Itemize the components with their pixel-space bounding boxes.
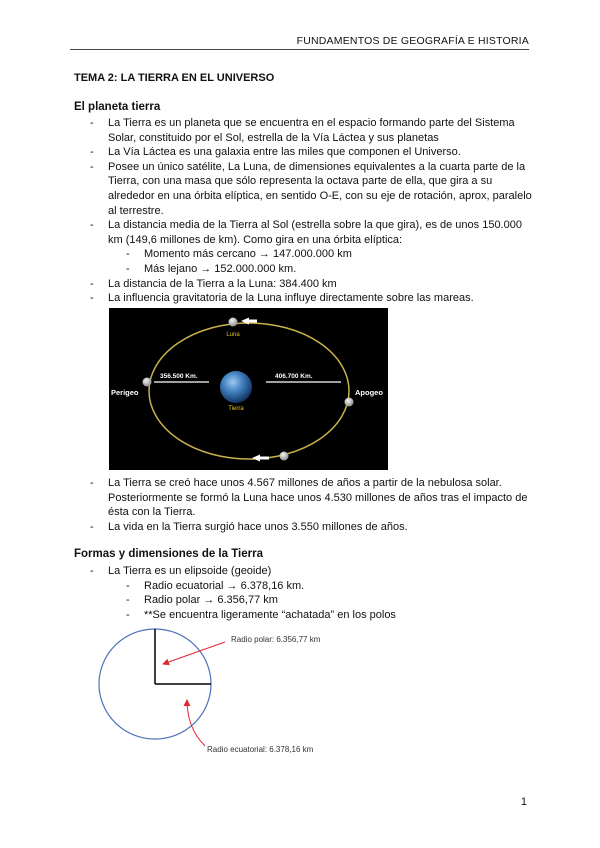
sub-list-item: - Radio polar → 6.356,77 km bbox=[74, 593, 534, 608]
moon-orbit-figure bbox=[109, 308, 388, 470]
equatorial-pointer-arrow bbox=[187, 700, 205, 746]
page-number: 1 bbox=[520, 796, 527, 808]
earth-icon bbox=[220, 371, 252, 403]
perigee-label: Perigeo bbox=[111, 388, 139, 397]
polar-radius-label: Radio polar: 6.356,77 km bbox=[231, 635, 321, 644]
page-title: TEMA 2: LA TIERRA EN EL UNIVERSO bbox=[74, 72, 275, 84]
perigee-distance: 356.500 Km. bbox=[160, 373, 198, 380]
list-item: - La Tierra se creó hace unos 4.567 millones de años a partir de la nebulosa solar. Posteriormente se formó la Luna hace unos 4.530 millones de años tras el impacto de ésta con la Tierra. bbox=[74, 476, 534, 520]
apogee-distance: 406.700 Km. bbox=[275, 373, 313, 380]
section-heading-formas: Formas y dimensiones de la Tierra bbox=[74, 548, 263, 560]
moon-label: Luna bbox=[226, 332, 240, 338]
list-item: - Posee un único satélite, La Luna, de dimensiones equivalentes a la cuarta parte de la Tierra, con una masa que sólo representa la octava parte de ella, que gira a su alrededor en una órbita elíptica, en sentido O-E, con su eje de rotación, aprox, paralelo al terrestre. bbox=[74, 160, 534, 218]
earth-radius-diagram bbox=[95, 628, 355, 753]
apogee-label: Apogeo bbox=[355, 388, 383, 397]
earth-label: Tierra bbox=[228, 406, 244, 412]
list-item: - La Vía Láctea es una galaxia entre las miles que componen el Universo. bbox=[74, 145, 534, 160]
moon-icon bbox=[345, 398, 354, 407]
list-item: - La distancia media de la Tierra al Sol (estrella sobre la que gira), es de unos 150.000 km (149,6 millones de km). Como gira en una órbita elíptica: bbox=[74, 218, 534, 247]
sub-list-item: - Más lejano → 152.000.000 km. bbox=[74, 262, 534, 277]
planeta-list bbox=[74, 116, 534, 306]
list-item: - La Tierra es un planeta que se encuentra en el espacio formando parte del Sistema Solar, constituido por el Sol, estrella de la Vía Láctea y sus planetas bbox=[74, 116, 534, 145]
moon-icon bbox=[229, 318, 238, 327]
moon-icon bbox=[280, 452, 289, 461]
sub-list-item: - Momento más cercano → 147.000.000 km bbox=[74, 247, 534, 262]
arrow-right-icon bbox=[252, 455, 269, 462]
list-item: - La influencia gravitatoria de la Luna influye directamente sobre las mareas. bbox=[74, 291, 534, 306]
sub-list-item: - **Se encuentra ligeramente “achatada” en los polos bbox=[74, 608, 534, 623]
list-item: - La Tierra es un elipsoide (geoide) bbox=[74, 564, 534, 579]
sub-list-item: - Radio ecuatorial → 6.378,16 km. bbox=[74, 579, 534, 594]
earth-shape-figure bbox=[95, 628, 355, 753]
section-heading-planeta: El planeta tierra bbox=[74, 101, 161, 113]
moon-icon bbox=[143, 378, 152, 387]
planeta-list-continued bbox=[74, 476, 534, 534]
equatorial-radius-label: Radio ecuatorial: 6.378,16 km bbox=[207, 745, 314, 753]
page-header: FUNDAMENTOS DE GEOGRAFÍA E HISTORIA bbox=[70, 35, 529, 50]
moon-orbit-diagram bbox=[109, 308, 388, 470]
list-item: - La distancia de la Tierra a la Luna: 384.400 km bbox=[74, 277, 534, 292]
formas-list bbox=[74, 564, 534, 622]
list-item: - La vida en la Tierra surgió hace unos 3.550 millones de años. bbox=[74, 520, 534, 535]
